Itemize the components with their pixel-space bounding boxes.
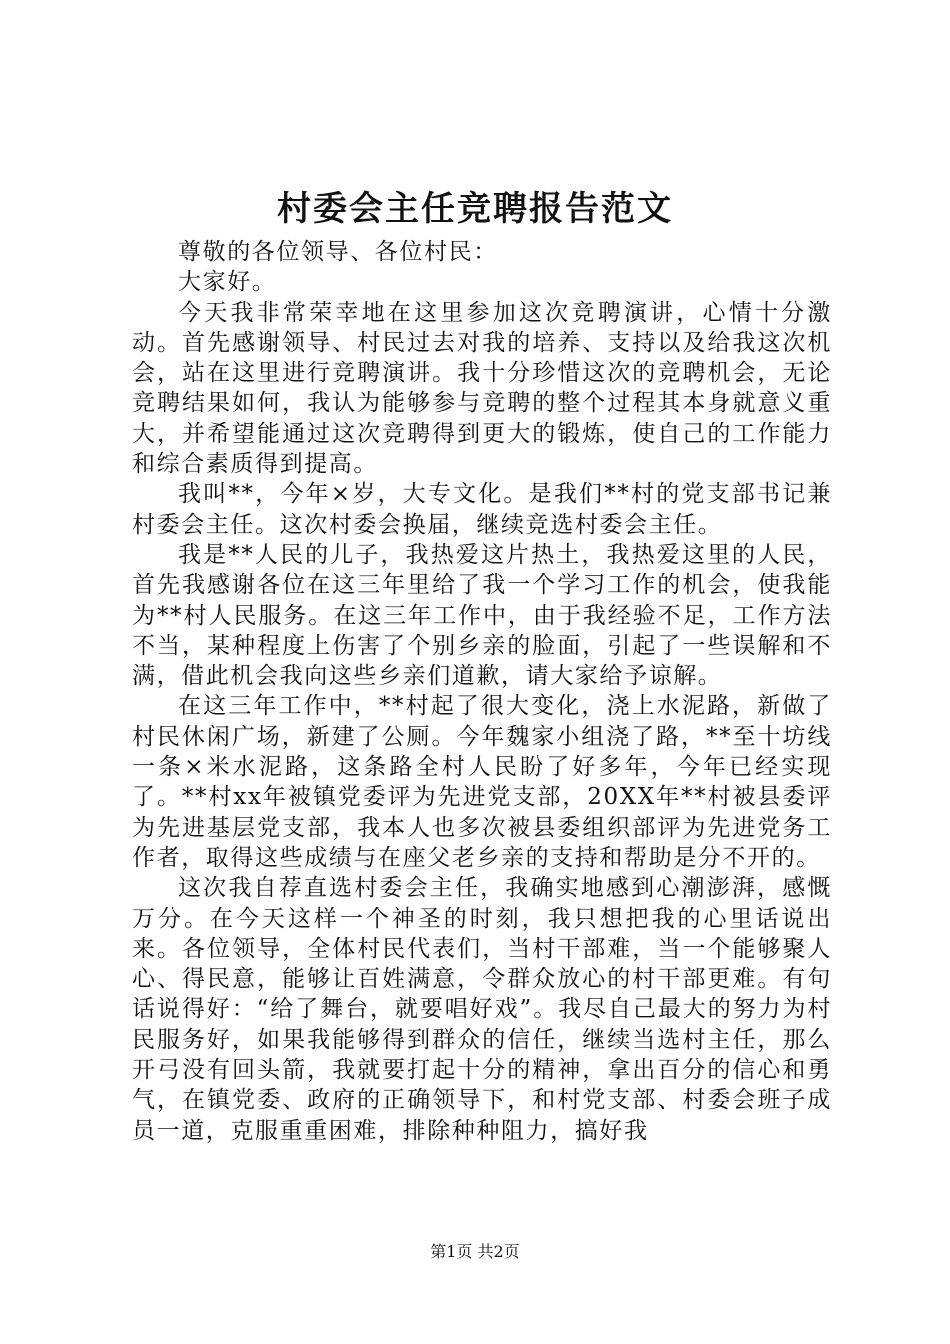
greeting-paragraph: 大家好。 [178, 269, 277, 296]
body-paragraph: 这次我自荐直选村委会主任，我确实地感到心潮澎湃，感慨万分。在今天这样一个神圣的时刻，我只想把我的心里话说出来。各位领导，全体村民代表们，当村干部难，当一个能够聚人心、得民意，能够让百姓满意，令群众放心的村干部更难。有句话说得好：“给了舞台，就要唱好戏”。我尽自己最大的努力为村民服务好，如果我能够得到群众的信任，继续当选村主任，那么开弓没有回头箭，我就要打起十分的精神，拿出百分的信心和勇气，在镇党委、政府的正确领导下，和村党支部、村委会班子成员一道，克服重重困难，排除种种阻力，搞好我 [132, 875, 832, 1144]
body-paragraph: 在这三年工作中，**村起了很大变化，浇上水泥路，新做了村民休闲广场，新建了公厕。今年魏家小组浇了路，**至十坊线一条×米水泥路，这条路全村人民盼了好多年，今年已经实现了。**村xx年被镇党委评为先进党支部，20XX年**村被县委评为先进基层党支部，我本人也多次被县委组织部评为先进党务工作者，取得这些成绩与在座父老乡亲的支持和帮助是分不开的。 [132, 693, 832, 871]
body-paragraph: 今天我非常荣幸地在这里参加这次竞聘演讲，心情十分激动。首先感谢领导、村民过去对我的培养、支持以及给我这次机会，站在这里进行竞聘演讲。我十分珍惜这次的竞聘机会，无论竞聘结果如何，我认为能够参与竞聘的整个过程其本身就意义重大，并希望能通过这次竞聘得到更大的锻炼，使自己的工作能力和综合素质得到提高。 [132, 299, 832, 478]
document-title: 村委会主任竞聘报告范文 [277, 189, 673, 229]
document-body [132, 237, 832, 1146]
page-number-footer: 第1页 共2页 [430, 1242, 520, 1261]
body-paragraph: 我是**人民的儿子，我热爱这片热土，我热爱这里的人民，首先我感谢各位在这三年里给了我一个学习工作的机会，使我能为**村人民服务。在这三年工作中，由于我经验不足，工作方法不当，某种程度上伤害了个别乡亲的脸面，引起了一些误解和不满，借此机会我向这些乡亲们道歉，请大家给予谅解。 [132, 541, 832, 690]
body-paragraph: 我叫**，今年×岁，大专文化。是我们**村的党支部书记兼村委会主任。这次村委会换届，继续竞选村委会主任。 [132, 481, 832, 538]
salutation-paragraph: 尊敬的各位领导、各位村民： [178, 239, 498, 265]
